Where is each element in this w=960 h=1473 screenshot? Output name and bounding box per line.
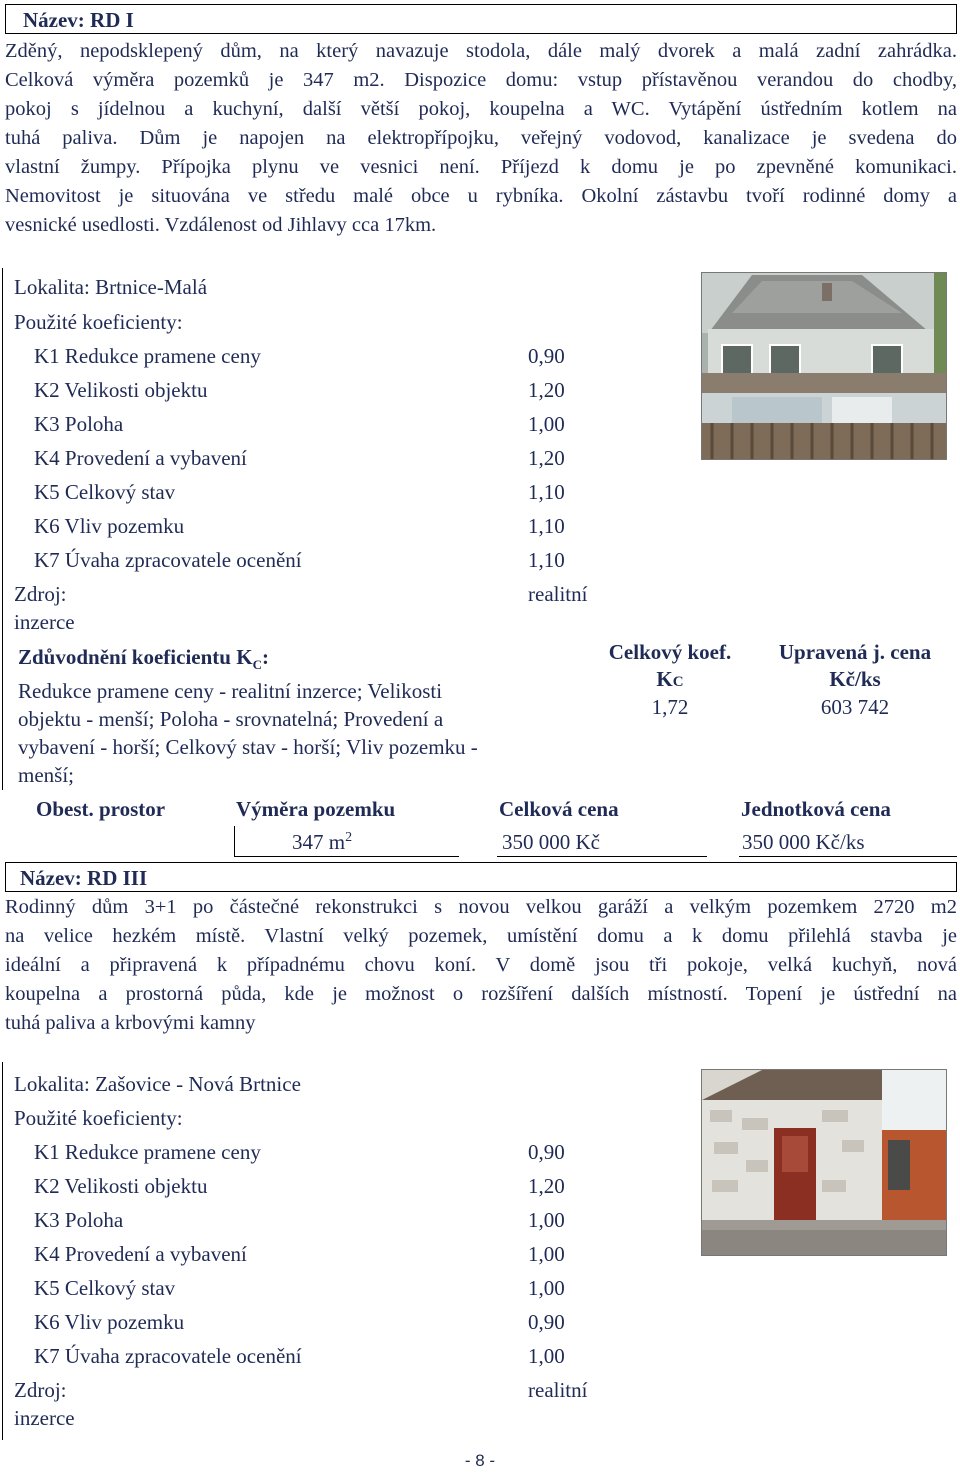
rd3-k7-value: 1,00 [528, 1344, 565, 1368]
rd1-desc-line: tuhá paliva. Dům je napojen na elektropřípojku, veřejný vodovod, kanalizace je svedena do [5, 127, 957, 149]
rd1-house-photo [701, 272, 947, 460]
rd3-k4-value: 1,00 [528, 1242, 565, 1266]
rd1-table-underline [234, 856, 459, 857]
rd3-desc-line: tuhá paliva a krbovými kamny [5, 1012, 256, 1034]
rd1-zduvodneni-line: objektu - menší; Poloha - srovnatelná; Provedení a [18, 707, 444, 731]
rd1-zduvodneni-text [18, 677, 563, 789]
rd1-desc-line: Zděný, nepodsklepený dům, na který navazuje stodola, dále malý dvorek a malá zadní zahrádka. [5, 40, 957, 62]
rd1-th-vymera: Výměra pozemku [236, 797, 396, 821]
rd1-upravena-value: 603 742 [820, 695, 890, 719]
rd1-vymera-value [292, 830, 352, 855]
rd1-k7-label: K7 Úvaha zpracovatele ocenění [34, 548, 302, 572]
rd1-title-box [5, 4, 957, 34]
rd1-celkovy-koef-value: 1,72 [651, 695, 689, 719]
page-number: - 8 - [464, 1451, 496, 1470]
rd1-k2-value: 1,20 [528, 378, 565, 402]
rd1-desc-line: Celková výměra pozemků je 347 m2. Dispozice domu: vstup přístavěnou verandou do chodby, [5, 69, 957, 91]
rd1-table-underline [497, 856, 707, 857]
rd3-zdroj-label: Zdroj: [14, 1378, 67, 1402]
rd3-k2-value: 1,20 [528, 1174, 565, 1198]
house-photo-drawing [702, 273, 946, 459]
rd1-lokalita-value: Brtnice-Malá [95, 275, 208, 299]
rd3-k3-value: 1,00 [528, 1208, 565, 1232]
rd1-zdroj-value: realitní [528, 582, 588, 606]
rd1-k5-value: 1,10 [528, 480, 565, 504]
rd1-zduvodneni-heading-text: Zdůvodnění koeficientu K [18, 645, 253, 669]
rd1-k1-label: K1 Redukce pramene ceny [34, 344, 261, 368]
rd1-k6-value: 1,10 [528, 514, 565, 538]
rd1-k2-label: K2 Velikosti objektu [34, 378, 208, 402]
rd3-description [5, 893, 957, 1038]
rd1-k3-value: 1,00 [528, 412, 565, 436]
rd1-k5-label: K5 Celkový stav [34, 480, 176, 504]
rd1-koef-heading: Použité koeficienty: [14, 310, 183, 334]
rd1-kc-sub: C [672, 674, 684, 690]
rd1-zduvodneni-sub: C [252, 657, 262, 673]
rd3-zdroj-value-2: inzerce [14, 1406, 75, 1430]
rd3-lokalita [14, 1072, 301, 1097]
rd1-zdroj-label: Zdroj: [14, 582, 67, 606]
rd1-title: Název: RD I [23, 8, 134, 32]
rd3-zdroj-value: realitní [528, 1378, 588, 1402]
rd3-koef-heading: Použité koeficienty: [14, 1106, 183, 1130]
rd1-zdroj-value-2: inzerce [14, 610, 75, 634]
rd3-k4-label: K4 Provedení a vybavení [34, 1242, 247, 1266]
rd3-lokalita-value: Zašovice - Nová Brtnice [95, 1072, 301, 1096]
rd1-th-celkova: Celková cena [499, 797, 619, 821]
rd3-lokalita-label: Lokalita: [14, 1072, 90, 1096]
house-photo-drawing [702, 1070, 946, 1255]
rd3-house-photo [701, 1069, 947, 1256]
rd3-desc-line: na velice hezkém místě. Vlastní velký pozemek, umístění domu a k domu přilehlá stavba je [5, 925, 957, 947]
rd1-desc-line: pokoj s jídelnou a kuchyní, další větší pokoj, koupelna a WC. Vytápění ústředním kotlem na [5, 98, 957, 120]
rd1-desc-line: Nemovitost je situována ve středu malé obce u rybníka. Okolní zástavbu tvoří rodinné domy a [5, 185, 957, 207]
rd3-desc-line: Rodinný dům 3+1 po částečné rekonstrukci s novou velkou garáží a velkým pozemkem 2720 m2 [5, 896, 957, 918]
rd1-zduvodneni-line: vybavení - horší; Celkový stav - horší; Vliv pozemku - [18, 735, 478, 759]
rd3-k7-label: K7 Úvaha zpracovatele ocenění [34, 1344, 302, 1368]
rd1-table-divider [234, 826, 235, 856]
rd1-desc-line: vlastní žumpy. Přípojka plynu ve vesnici není. Příjezd k domu je po zpevněné komunikaci. [5, 156, 957, 178]
rd1-lokalita-label: Lokalita: [14, 275, 90, 299]
rd1-th-obest: Obest. prostor [36, 797, 166, 821]
rd1-k4-value: 1,20 [528, 446, 565, 470]
rd1-kc-letter: K [656, 667, 673, 691]
rd1-th-jednotkova: Jednotková cena [741, 797, 891, 821]
rd3-left-border [2, 1062, 3, 1440]
rd3-k5-value: 1,00 [528, 1276, 565, 1300]
rd1-zduvodneni-line: menší; [18, 763, 74, 787]
rd3-title-box [5, 862, 957, 892]
rd1-k1-value: 0,90 [528, 344, 565, 368]
rd3-k6-value: 0,90 [528, 1310, 565, 1334]
rd1-left-border [2, 268, 3, 790]
rd1-table-underline [739, 856, 957, 857]
rd3-k6-label: K6 Vliv pozemku [34, 1310, 185, 1334]
rd1-lokalita [14, 275, 207, 300]
rd3-k3-label: K3 Poloha [34, 1208, 124, 1232]
rd1-desc-line: vesnické usedlosti. Vzdálenost od Jihlavy cca 17km. [5, 214, 437, 236]
rd1-upravena-label: Upravená j. cena [778, 640, 932, 664]
rd1-k6-label: K6 Vliv pozemku [34, 514, 185, 538]
rd1-zduvodneni-line: Redukce pramene ceny - realitní inzerce; Velikosti [18, 679, 443, 703]
rd3-desc-line: ideální a připravená k případnému chovu koní. V domě jsou tři pokoje, velká kuchyň, nová [5, 954, 957, 976]
rd1-zduvodneni-colon: : [261, 645, 269, 669]
rd1-vymera-sup: 2 [345, 830, 353, 845]
rd1-k4-label: K4 Provedení a vybavení [34, 446, 247, 470]
rd1-celkovy-koef-label: Celkový koef. [608, 640, 732, 664]
rd3-k1-label: K1 Redukce pramene ceny [34, 1140, 261, 1164]
rd1-k3-label: K3 Poloha [34, 412, 124, 436]
rd1-upravena-unit: Kč/ks [829, 667, 881, 691]
rd3-k5-label: K5 Celkový stav [34, 1276, 176, 1300]
rd1-description [5, 37, 957, 240]
rd3-k1-value: 0,90 [528, 1140, 565, 1164]
rd1-kc-label [590, 667, 750, 692]
rd1-jednotkova-value: 350 000 Kč/ks [742, 830, 865, 854]
rd1-vymera-number: 347 m [292, 830, 346, 854]
rd3-k2-label: K2 Velikosti objektu [34, 1174, 208, 1198]
rd1-zduvodneni-heading [18, 645, 269, 673]
rd1-k7-value: 1,10 [528, 548, 565, 572]
rd3-title: Název: RD III [20, 866, 148, 890]
rd1-celkova-value: 350 000 Kč [502, 830, 600, 854]
rd3-desc-line: koupelna a prostorná půda, kde je možnost o rozšíření dalších místností. Topení je ústřední na [5, 983, 957, 1005]
